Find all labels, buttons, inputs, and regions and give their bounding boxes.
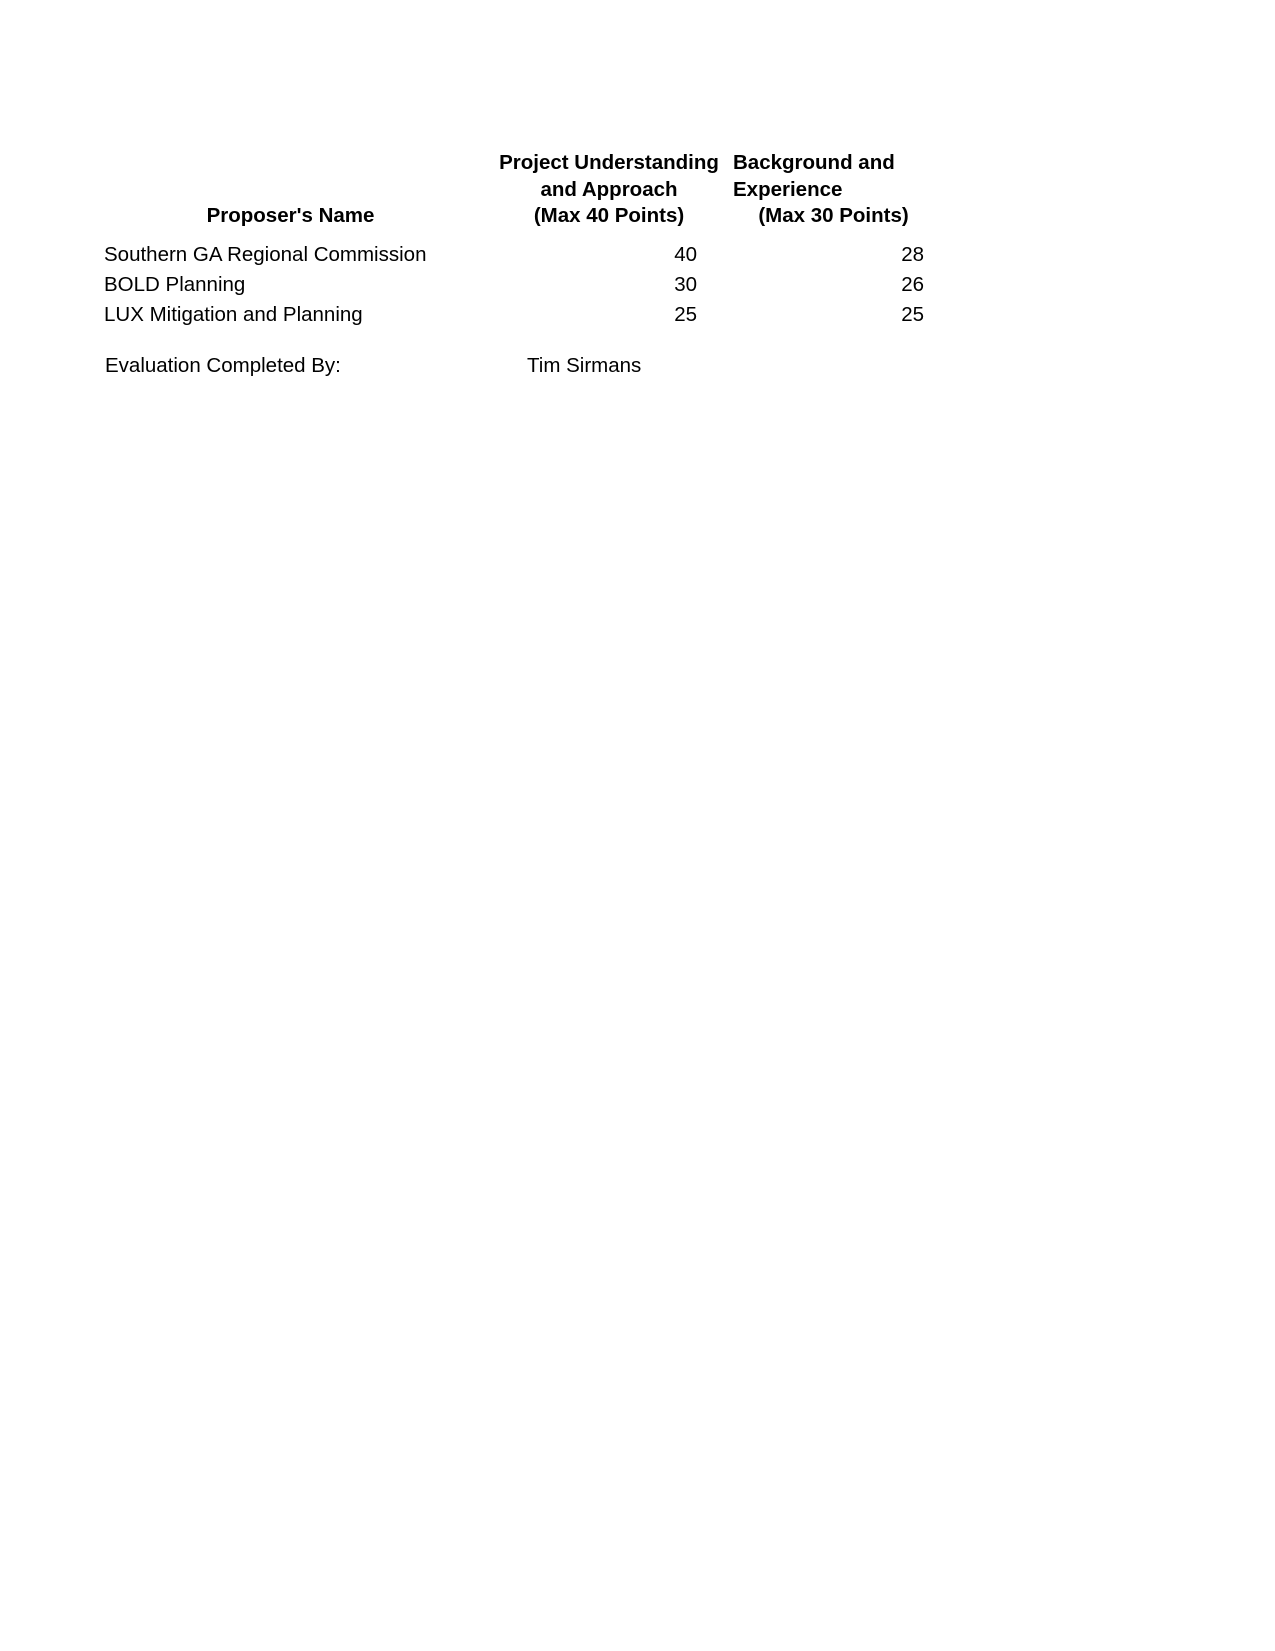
background-score: 25 bbox=[901, 302, 924, 326]
column-header-proposer-name bbox=[104, 150, 499, 240]
spacer-cell bbox=[499, 330, 719, 350]
header-understanding-line1: Project Understanding bbox=[499, 151, 719, 174]
spacer-cell bbox=[104, 330, 499, 350]
table-row bbox=[104, 240, 934, 270]
spacer-row bbox=[104, 330, 934, 350]
header-proposer-name-text: Proposer's Name bbox=[206, 204, 375, 227]
table-body bbox=[104, 240, 934, 382]
evaluation-completed-label: Evaluation Completed By: bbox=[105, 353, 341, 377]
header-background-line1: Background and bbox=[733, 151, 895, 174]
empty-cell bbox=[719, 350, 934, 382]
proposer-name: BOLD Planning bbox=[104, 272, 246, 296]
header-background-line2: Experience bbox=[733, 177, 843, 201]
header-understanding-line3: (Max 40 Points) bbox=[533, 204, 685, 227]
table-header bbox=[104, 150, 934, 240]
proposer-name: Southern GA Regional Commission bbox=[104, 242, 427, 266]
spacer-cell bbox=[719, 330, 934, 350]
header-row bbox=[104, 150, 934, 240]
understanding-score: 40 bbox=[674, 242, 697, 266]
evaluation-completed-row bbox=[104, 350, 934, 382]
column-header-project-understanding bbox=[499, 150, 719, 240]
background-score: 28 bbox=[901, 242, 924, 266]
proposer-name: LUX Mitigation and Planning bbox=[104, 302, 363, 326]
evaluation-completed-value: Tim Sirmans bbox=[527, 353, 642, 377]
header-understanding-line2: and Approach bbox=[540, 177, 678, 201]
table-row bbox=[104, 270, 934, 300]
evaluation-sheet bbox=[104, 150, 934, 382]
understanding-score: 30 bbox=[674, 272, 697, 296]
header-background-line3: (Max 30 Points) bbox=[758, 204, 909, 227]
understanding-score: 25 bbox=[674, 302, 697, 326]
column-header-background-experience bbox=[719, 150, 934, 240]
proposal-score-table bbox=[104, 150, 934, 382]
table-row bbox=[104, 300, 934, 330]
background-score: 26 bbox=[901, 272, 924, 296]
